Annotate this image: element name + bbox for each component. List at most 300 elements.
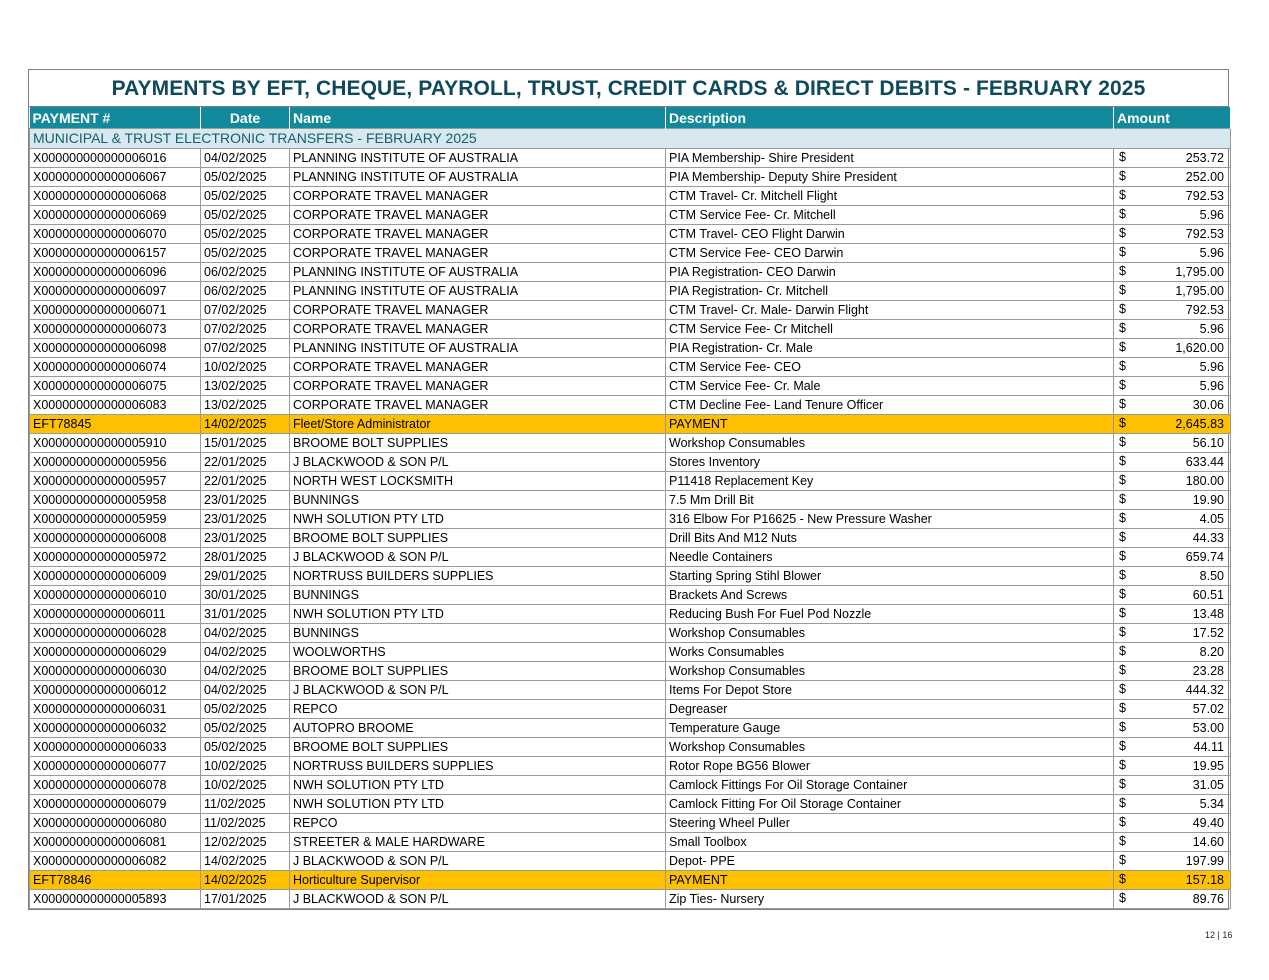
cell-amount: [1114, 814, 1231, 833]
cell-payment: X000000000000006081: [30, 833, 201, 852]
cell-name: NORTH WEST LOCKSMITH: [290, 472, 666, 491]
cell-payment: X000000000000006069: [30, 206, 201, 225]
table-row: [30, 453, 1231, 472]
cell-date: 07/02/2025: [201, 320, 290, 339]
cell-payment: X000000000000006096: [30, 263, 201, 282]
currency-symbol: $: [1119, 207, 1126, 221]
cell-date: 06/02/2025: [201, 282, 290, 301]
cell-date: 23/01/2025: [201, 529, 290, 548]
cell-description: Degreaser: [666, 700, 1114, 719]
cell-amount: [1114, 187, 1231, 206]
cell-name: CORPORATE TRAVEL MANAGER: [290, 225, 666, 244]
currency-symbol: $: [1119, 720, 1126, 734]
cell-amount: [1114, 301, 1231, 320]
amount-value: 5.96: [1199, 378, 1224, 393]
cell-description: Workshop Consumables: [666, 624, 1114, 643]
amount-value: 1,795.00: [1175, 264, 1224, 279]
table-row: [30, 700, 1231, 719]
amount-value: 57.02: [1192, 701, 1224, 716]
table-row: [30, 339, 1231, 358]
cell-description: Works Consumables: [666, 643, 1114, 662]
cell-amount: [1114, 795, 1231, 814]
cell-name: NWH SOLUTION PTY LTD: [290, 605, 666, 624]
cell-name: CORPORATE TRAVEL MANAGER: [290, 244, 666, 263]
col-header-amount: Amount: [1114, 107, 1231, 129]
amount-value: 253.72: [1185, 150, 1224, 165]
table-row: [30, 415, 1231, 434]
cell-name: PLANNING INSTITUTE OF AUSTRALIA: [290, 282, 666, 301]
cell-payment: X000000000000006077: [30, 757, 201, 776]
cell-date: 05/02/2025: [201, 738, 290, 757]
col-header-description: Description: [666, 107, 1114, 129]
amount-value: 659.74: [1185, 549, 1224, 564]
cell-payment: X000000000000006075: [30, 377, 201, 396]
cell-date: 07/02/2025: [201, 301, 290, 320]
cell-amount: [1114, 263, 1231, 282]
table-row: [30, 757, 1231, 776]
cell-name: CORPORATE TRAVEL MANAGER: [290, 358, 666, 377]
cell-payment: X000000000000006071: [30, 301, 201, 320]
table-row: [30, 244, 1231, 263]
cell-payment: X000000000000005959: [30, 510, 201, 529]
cell-name: BROOME BOLT SUPPLIES: [290, 662, 666, 681]
cell-date: 31/01/2025: [201, 605, 290, 624]
cell-amount: [1114, 643, 1231, 662]
cell-amount: [1114, 453, 1231, 472]
cell-description: Steering Wheel Puller: [666, 814, 1114, 833]
table-row: [30, 396, 1231, 415]
cell-date: 14/02/2025: [201, 415, 290, 434]
currency-symbol: $: [1119, 606, 1126, 620]
cell-date: 05/02/2025: [201, 244, 290, 263]
cell-description: Depot- PPE: [666, 852, 1114, 871]
table-row: [30, 624, 1231, 643]
table-row: [30, 472, 1231, 491]
cell-description: Temperature Gauge: [666, 719, 1114, 738]
cell-date: 04/02/2025: [201, 681, 290, 700]
cell-payment: X000000000000006073: [30, 320, 201, 339]
cell-amount: [1114, 548, 1231, 567]
amount-value: 792.53: [1185, 188, 1224, 203]
cell-payment: X000000000000005910: [30, 434, 201, 453]
amount-value: 8.20: [1199, 644, 1224, 659]
currency-symbol: $: [1119, 340, 1126, 354]
cell-description: PIA Registration- Cr. Male: [666, 339, 1114, 358]
currency-symbol: $: [1119, 473, 1126, 487]
cell-amount: [1114, 377, 1231, 396]
currency-symbol: $: [1119, 378, 1126, 392]
cell-description: Reducing Bush For Fuel Pod Nozzle: [666, 605, 1114, 624]
amount-value: 792.53: [1185, 226, 1224, 241]
cell-date: 07/02/2025: [201, 339, 290, 358]
cell-date: 05/02/2025: [201, 206, 290, 225]
cell-amount: [1114, 852, 1231, 871]
currency-symbol: $: [1119, 530, 1126, 544]
currency-symbol: $: [1119, 682, 1126, 696]
cell-amount: [1114, 510, 1231, 529]
cell-date: 22/01/2025: [201, 472, 290, 491]
currency-symbol: $: [1119, 283, 1126, 297]
table-row: [30, 282, 1231, 301]
cell-amount: [1114, 339, 1231, 358]
currency-symbol: $: [1119, 644, 1126, 658]
cell-name: PLANNING INSTITUTE OF AUSTRALIA: [290, 149, 666, 168]
cell-name: Horticulture Supervisor: [290, 871, 666, 890]
cell-amount: [1114, 415, 1231, 434]
amount-value: 13.48: [1192, 606, 1224, 621]
currency-symbol: $: [1119, 625, 1126, 639]
amount-value: 5.34: [1199, 796, 1224, 811]
currency-symbol: $: [1119, 302, 1126, 316]
cell-name: AUTOPRO BROOME: [290, 719, 666, 738]
page-number: 12 | 16: [1205, 930, 1233, 940]
cell-date: 14/02/2025: [201, 871, 290, 890]
currency-symbol: $: [1119, 264, 1126, 278]
amount-value: 5.96: [1199, 207, 1224, 222]
currency-symbol: $: [1119, 758, 1126, 772]
table-row: [30, 662, 1231, 681]
amount-value: 44.11: [1193, 739, 1224, 754]
cell-amount: [1114, 282, 1231, 301]
cell-date: 04/02/2025: [201, 662, 290, 681]
table-row: [30, 567, 1231, 586]
table-row: [30, 586, 1231, 605]
payments-sheet: [28, 69, 1229, 910]
cell-date: 10/02/2025: [201, 358, 290, 377]
cell-payment: X000000000000006068: [30, 187, 201, 206]
cell-amount: [1114, 225, 1231, 244]
cell-name: J BLACKWOOD & SON P/L: [290, 681, 666, 700]
cell-name: CORPORATE TRAVEL MANAGER: [290, 187, 666, 206]
amount-value: 8.50: [1199, 568, 1224, 583]
cell-name: BROOME BOLT SUPPLIES: [290, 529, 666, 548]
cell-description: PIA Registration- CEO Darwin: [666, 263, 1114, 282]
cell-payment: X000000000000006031: [30, 700, 201, 719]
cell-date: 05/02/2025: [201, 187, 290, 206]
amount-value: 157.18: [1185, 872, 1224, 887]
cell-date: 28/01/2025: [201, 548, 290, 567]
table-row: [30, 263, 1231, 282]
cell-name: BROOME BOLT SUPPLIES: [290, 434, 666, 453]
cell-description: CTM Travel- CEO Flight Darwin: [666, 225, 1114, 244]
cell-amount: [1114, 890, 1231, 909]
cell-date: 05/02/2025: [201, 700, 290, 719]
cell-amount: [1114, 529, 1231, 548]
section-row: [30, 129, 1231, 149]
table-row: [30, 149, 1231, 168]
cell-name: BUNNINGS: [290, 624, 666, 643]
cell-date: 04/02/2025: [201, 149, 290, 168]
currency-symbol: $: [1119, 397, 1126, 411]
cell-payment: X000000000000006157: [30, 244, 201, 263]
cell-name: PLANNING INSTITUTE OF AUSTRALIA: [290, 263, 666, 282]
cell-payment: X000000000000006074: [30, 358, 201, 377]
cell-description: 316 Elbow For P16625 - New Pressure Washer: [666, 510, 1114, 529]
cell-amount: [1114, 586, 1231, 605]
cell-date: 10/02/2025: [201, 776, 290, 795]
cell-date: 23/01/2025: [201, 491, 290, 510]
cell-name: J BLACKWOOD & SON P/L: [290, 890, 666, 909]
table-row: [30, 776, 1231, 795]
currency-symbol: $: [1119, 891, 1126, 905]
cell-description: Items For Depot Store: [666, 681, 1114, 700]
cell-payment: X000000000000006067: [30, 168, 201, 187]
table-row: [30, 548, 1231, 567]
table-row: [30, 168, 1231, 187]
amount-value: 5.96: [1199, 359, 1224, 374]
cell-payment: X000000000000006078: [30, 776, 201, 795]
cell-amount: [1114, 244, 1231, 263]
amount-value: 4.05: [1199, 511, 1224, 526]
currency-symbol: $: [1119, 416, 1126, 430]
cell-description: Starting Spring Stihl Blower: [666, 567, 1114, 586]
col-header-payment: PAYMENT #: [30, 107, 201, 129]
cell-description: Brackets And Screws: [666, 586, 1114, 605]
cell-description: CTM Service Fee- CEO: [666, 358, 1114, 377]
col-header-name: Name: [290, 107, 666, 129]
currency-symbol: $: [1119, 188, 1126, 202]
cell-amount: [1114, 624, 1231, 643]
cell-payment: X000000000000006008: [30, 529, 201, 548]
currency-symbol: $: [1119, 549, 1126, 563]
cell-description: 7.5 Mm Drill Bit: [666, 491, 1114, 510]
cell-payment: X000000000000006016: [30, 149, 201, 168]
cell-date: 13/02/2025: [201, 377, 290, 396]
cell-description: CTM Travel- Cr. Mitchell Flight: [666, 187, 1114, 206]
cell-payment: X000000000000006011: [30, 605, 201, 624]
cell-description: Small Toolbox: [666, 833, 1114, 852]
cell-name: NORTRUSS BUILDERS SUPPLIES: [290, 757, 666, 776]
cell-date: 05/02/2025: [201, 225, 290, 244]
cell-name: BUNNINGS: [290, 491, 666, 510]
currency-symbol: $: [1119, 796, 1126, 810]
cell-payment: X000000000000005956: [30, 453, 201, 472]
cell-date: 15/01/2025: [201, 434, 290, 453]
cell-amount: [1114, 434, 1231, 453]
amount-value: 44.33: [1192, 530, 1224, 545]
cell-name: BROOME BOLT SUPPLIES: [290, 738, 666, 757]
currency-symbol: $: [1119, 226, 1126, 240]
table-row: [30, 434, 1231, 453]
currency-symbol: $: [1119, 359, 1126, 373]
amount-value: 53.00: [1192, 720, 1224, 735]
currency-symbol: $: [1119, 511, 1126, 525]
cell-payment: X000000000000006033: [30, 738, 201, 757]
cell-description: Rotor Rope BG56 Blower: [666, 757, 1114, 776]
report-title: PAYMENTS BY EFT, CHEQUE, PAYROLL, TRUST, CREDIT CARDS & DIRECT DEBITS - FEBRUARY 2025: [29, 70, 1228, 107]
cell-amount: [1114, 358, 1231, 377]
cell-amount: [1114, 833, 1231, 852]
table-row: [30, 871, 1231, 890]
cell-description: Stores Inventory: [666, 453, 1114, 472]
cell-amount: [1114, 168, 1231, 187]
cell-payment: X000000000000005958: [30, 491, 201, 510]
cell-payment: X000000000000006083: [30, 396, 201, 415]
currency-symbol: $: [1119, 834, 1126, 848]
amount-value: 2,645.83: [1175, 416, 1224, 431]
amount-value: 31.05: [1192, 777, 1224, 792]
cell-name: CORPORATE TRAVEL MANAGER: [290, 377, 666, 396]
amount-value: 180.00: [1185, 473, 1224, 488]
amount-value: 14.60: [1192, 834, 1224, 849]
cell-description: CTM Decline Fee- Land Tenure Officer: [666, 396, 1114, 415]
cell-amount: [1114, 738, 1231, 757]
amount-value: 1,795.00: [1175, 283, 1224, 298]
currency-symbol: $: [1119, 245, 1126, 259]
cell-amount: [1114, 700, 1231, 719]
cell-description: PIA Membership- Shire President: [666, 149, 1114, 168]
cell-description: PAYMENT: [666, 871, 1114, 890]
cell-payment: X000000000000006030: [30, 662, 201, 681]
cell-name: J BLACKWOOD & SON P/L: [290, 453, 666, 472]
currency-symbol: $: [1119, 663, 1126, 677]
cell-description: PIA Registration- Cr. Mitchell: [666, 282, 1114, 301]
currency-symbol: $: [1119, 587, 1126, 601]
cell-description: Camlock Fitting For Oil Storage Container: [666, 795, 1114, 814]
cell-date: 14/02/2025: [201, 852, 290, 871]
cell-name: NORTRUSS BUILDERS SUPPLIES: [290, 567, 666, 586]
amount-value: 252.00: [1185, 169, 1224, 184]
cell-name: CORPORATE TRAVEL MANAGER: [290, 396, 666, 415]
cell-name: REPCO: [290, 814, 666, 833]
cell-amount: [1114, 871, 1231, 890]
amount-value: 792.53: [1185, 302, 1224, 317]
cell-amount: [1114, 681, 1231, 700]
table-row: [30, 187, 1231, 206]
cell-description: Workshop Consumables: [666, 434, 1114, 453]
cell-payment: X000000000000006082: [30, 852, 201, 871]
table-row: [30, 225, 1231, 244]
currency-symbol: $: [1119, 739, 1126, 753]
table-row: [30, 795, 1231, 814]
cell-payment: X000000000000006009: [30, 567, 201, 586]
amount-value: 23.28: [1192, 663, 1224, 678]
currency-symbol: $: [1119, 815, 1126, 829]
amount-value: 5.96: [1199, 321, 1224, 336]
amount-value: 444.32: [1185, 682, 1224, 697]
cell-amount: [1114, 491, 1231, 510]
cell-name: Fleet/Store Administrator: [290, 415, 666, 434]
cell-name: NWH SOLUTION PTY LTD: [290, 510, 666, 529]
cell-name: STREETER & MALE HARDWARE: [290, 833, 666, 852]
cell-amount: [1114, 396, 1231, 415]
col-header-date: Date: [201, 107, 290, 129]
currency-symbol: $: [1119, 568, 1126, 582]
cell-description: CTM Service Fee- Cr Mitchell: [666, 320, 1114, 339]
table-row: [30, 358, 1231, 377]
cell-description: Workshop Consumables: [666, 738, 1114, 757]
cell-description: CTM Travel- Cr. Male- Darwin Flight: [666, 301, 1114, 320]
amount-value: 30.06: [1192, 397, 1224, 412]
cell-date: 04/02/2025: [201, 624, 290, 643]
amount-value: 60.51: [1192, 587, 1224, 602]
currency-symbol: $: [1119, 435, 1126, 449]
cell-date: 05/02/2025: [201, 719, 290, 738]
cell-amount: [1114, 567, 1231, 586]
cell-name: NWH SOLUTION PTY LTD: [290, 795, 666, 814]
amount-value: 19.95: [1192, 758, 1224, 773]
cell-payment: X000000000000006080: [30, 814, 201, 833]
cell-date: 30/01/2025: [201, 586, 290, 605]
cell-date: 23/01/2025: [201, 510, 290, 529]
cell-payment: X000000000000006097: [30, 282, 201, 301]
cell-date: 11/02/2025: [201, 795, 290, 814]
table-row: [30, 491, 1231, 510]
cell-name: PLANNING INSTITUTE OF AUSTRALIA: [290, 339, 666, 358]
amount-value: 633.44: [1185, 454, 1224, 469]
cell-description: Zip Ties- Nursery: [666, 890, 1114, 909]
table-row: [30, 852, 1231, 871]
cell-description: PAYMENT: [666, 415, 1114, 434]
amount-value: 5.96: [1199, 245, 1224, 260]
cell-amount: [1114, 719, 1231, 738]
table-row: [30, 890, 1231, 909]
currency-symbol: $: [1119, 454, 1126, 468]
cell-payment: X000000000000005957: [30, 472, 201, 491]
cell-description: CTM Service Fee- Cr. Mitchell: [666, 206, 1114, 225]
table-row: [30, 643, 1231, 662]
cell-name: BUNNINGS: [290, 586, 666, 605]
cell-date: 10/02/2025: [201, 757, 290, 776]
cell-name: WOOLWORTHS: [290, 643, 666, 662]
amount-value: 17.52: [1192, 625, 1224, 640]
amount-value: 56.10: [1192, 435, 1224, 450]
cell-payment: X000000000000006029: [30, 643, 201, 662]
cell-payment: X000000000000006010: [30, 586, 201, 605]
cell-amount: [1114, 472, 1231, 491]
currency-symbol: $: [1119, 169, 1126, 183]
cell-name: J BLACKWOOD & SON P/L: [290, 548, 666, 567]
cell-description: Camlock Fittings For Oil Storage Container: [666, 776, 1114, 795]
cell-description: PIA Membership- Deputy Shire President: [666, 168, 1114, 187]
cell-amount: [1114, 149, 1231, 168]
currency-symbol: $: [1119, 492, 1126, 506]
cell-date: 12/02/2025: [201, 833, 290, 852]
cell-payment: X000000000000006012: [30, 681, 201, 700]
table-row: [30, 301, 1231, 320]
cell-description: P11418 Replacement Key: [666, 472, 1114, 491]
cell-amount: [1114, 206, 1231, 225]
cell-payment: X000000000000005893: [30, 890, 201, 909]
header-row: [30, 107, 1231, 129]
cell-name: REPCO: [290, 700, 666, 719]
cell-description: CTM Service Fee- CEO Darwin: [666, 244, 1114, 263]
cell-name: PLANNING INSTITUTE OF AUSTRALIA: [290, 168, 666, 187]
amount-value: 49.40: [1192, 815, 1224, 830]
cell-payment: X000000000000005972: [30, 548, 201, 567]
cell-amount: [1114, 776, 1231, 795]
cell-payment: X000000000000006098: [30, 339, 201, 358]
table-row: [30, 377, 1231, 396]
table-row: [30, 814, 1231, 833]
cell-payment: X000000000000006079: [30, 795, 201, 814]
cell-date: 06/02/2025: [201, 263, 290, 282]
cell-description: Needle Containers: [666, 548, 1114, 567]
table-row: [30, 738, 1231, 757]
cell-amount: [1114, 662, 1231, 681]
table-row: [30, 529, 1231, 548]
currency-symbol: $: [1119, 701, 1126, 715]
cell-description: Drill Bits And M12 Nuts: [666, 529, 1114, 548]
amount-value: 197.99: [1185, 853, 1224, 868]
cell-name: CORPORATE TRAVEL MANAGER: [290, 301, 666, 320]
cell-date: 29/01/2025: [201, 567, 290, 586]
cell-date: 17/01/2025: [201, 890, 290, 909]
cell-date: 04/02/2025: [201, 643, 290, 662]
currency-symbol: $: [1119, 853, 1126, 867]
cell-description: CTM Service Fee- Cr. Male: [666, 377, 1114, 396]
cell-date: 22/01/2025: [201, 453, 290, 472]
